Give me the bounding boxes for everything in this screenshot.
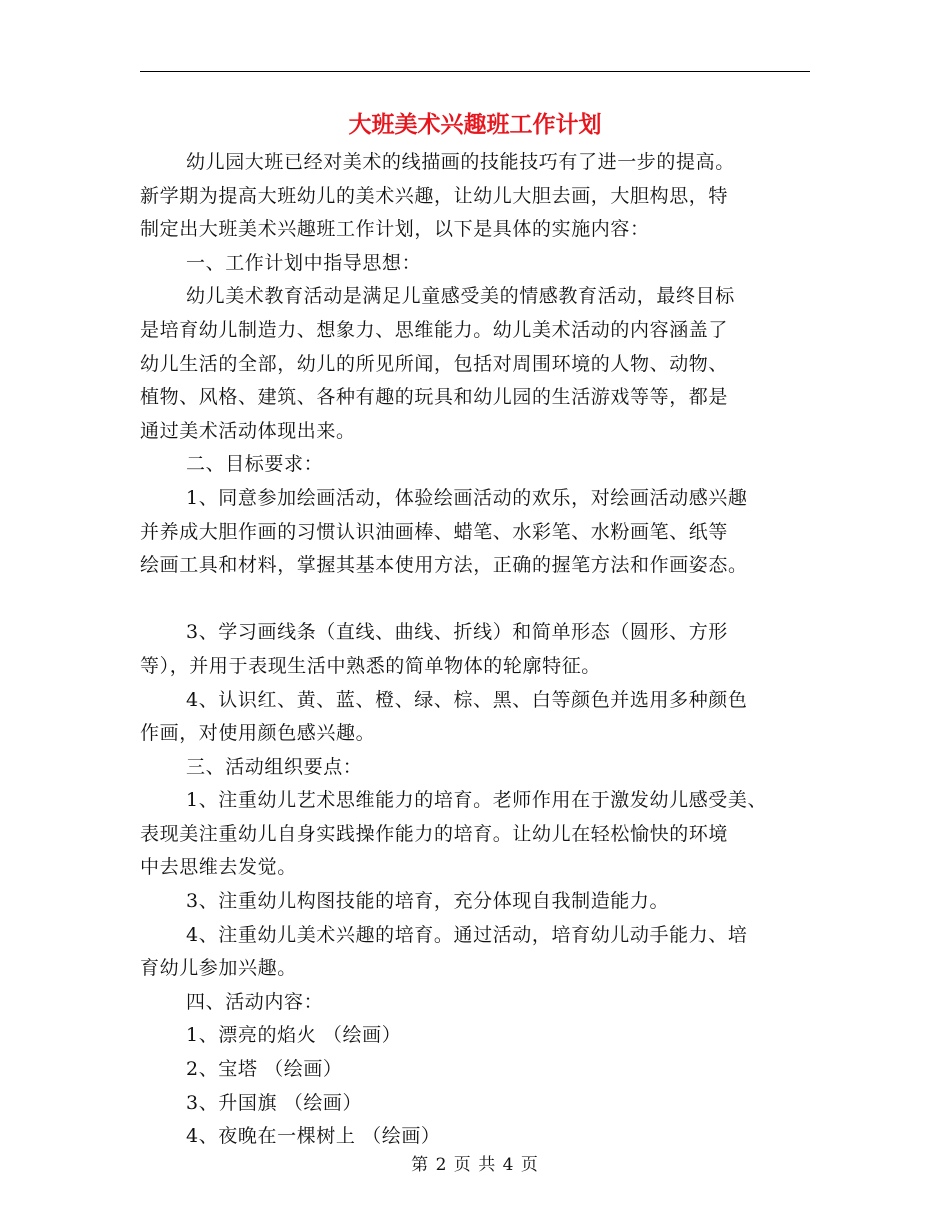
text-line: 四、活动内容： [186, 990, 324, 1013]
text-line: 3、学习画线条（直线、曲线、折线）和简单形态（圆形、方形 [186, 621, 728, 644]
text-line: 中去思维去发觉。 [140, 856, 297, 879]
text-line: 1、同意参加绘画活动，体验绘画活动的欢乐，对绘画活动感兴趣 [186, 486, 748, 509]
text-line: 作画，对使用颜色感兴趣。 [140, 722, 376, 745]
text-line: 4、夜晚在一棵树上 （绘画） [186, 1125, 441, 1148]
text-line: 1、漂亮的焰火 （绘画） [186, 1024, 402, 1047]
text-line: 3、注重幼儿构图技能的培育，充分体现自我制造能力。 [186, 890, 670, 913]
text-line: 三、活动组织要点： [186, 755, 363, 778]
page-footer: 第 2 页 共 4 页 [411, 1155, 539, 1175]
text-line: 幼儿园大班已经对美术的线描画的技能技巧有了进一步的提高。 [186, 151, 735, 173]
text-line: 4、注重幼儿美术兴趣的培育。通过活动，培育幼儿动手能力、培 [186, 923, 748, 946]
document-title: 大班美术兴趣班工作计划 [348, 112, 602, 138]
blank-line [140, 583, 840, 617]
text-line: 制定出大班美术兴趣班工作计划，以下是具体的实施内容： [140, 218, 650, 241]
text-line: 植物、风格、建筑、各种有趣的玩具和幼儿园的生活游戏等等，都是 [140, 386, 729, 409]
text-line: 新学期为提高大班幼儿的美术兴趣，让幼儿大胆去画，大胆构思，特 [140, 184, 729, 207]
text-line: 一、工作计划中指导思想： [186, 251, 422, 274]
text-line: 表现美注重幼儿自身实践操作能力的培育。让幼儿在轻松愉快的环境 [140, 822, 729, 845]
text-line: 二、目标要求： [186, 453, 324, 476]
text-line: 2、宝塔 （绘画） [186, 1058, 343, 1081]
text-line: 3、升国旗 （绘画） [186, 1091, 363, 1114]
text-line: 等），并用于表现生活中熟悉的简单物体的轮廓特征。 [140, 654, 601, 677]
document-body [140, 146, 840, 1154]
text-line: 1、注重幼儿艺术思维能力的培育。老师作用在于激发幼儿感受美、 [186, 789, 768, 812]
text-line: 通过美术活动体现出来。 [140, 419, 356, 442]
text-line: 4、认识红、黄、蓝、橙、绿、棕、黑、白等颜色并选用多种颜色 [186, 688, 748, 711]
text-line: 幼儿生活的全部，幼儿的所见所闻，包括对周围环境的人物、动物、 [140, 352, 729, 375]
text-line: 幼儿美术教育活动是满足儿童感受美的情感教育活动，最终目标 [186, 285, 735, 308]
text-line: 绘画工具和材料，掌握其基本使用方法，正确的握笔方法和作画姿态。 [140, 554, 748, 577]
text-line: 是培育幼儿制造力、想象力、思维能力。幼儿美术活动的内容涵盖了 [140, 318, 729, 341]
header-rule [140, 71, 810, 72]
text-line: 并养成大胆作画的习惯认识油画棒、蜡笔、水彩笔、水粉画笔、纸等 [140, 520, 729, 543]
text-line: 育幼儿参加兴趣。 [140, 957, 297, 980]
